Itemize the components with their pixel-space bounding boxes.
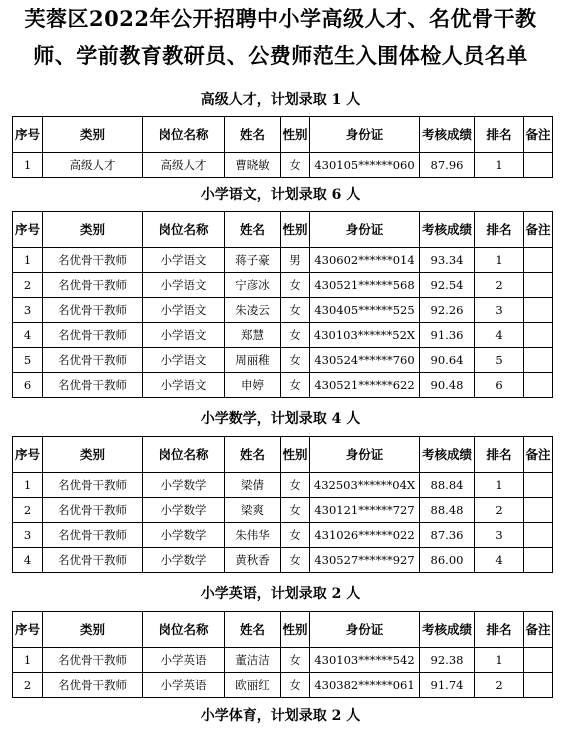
gender-cell: 女 — [281, 673, 310, 698]
id-number-cell: 430121******727 — [310, 498, 420, 523]
position-cell: 小学数学 — [143, 473, 225, 498]
rank-header: 排名 — [475, 212, 524, 248]
name-header: 姓名 — [225, 117, 281, 153]
section-title: 小学英语，计划录取 2 人 — [200, 586, 361, 602]
name-cell: 周丽稚 — [225, 348, 281, 373]
gender-cell: 男 — [281, 248, 310, 273]
gender-cell: 女 — [281, 648, 310, 673]
rank-cell: 5 — [475, 348, 524, 373]
category-cell: 名优骨干教师 — [43, 298, 143, 323]
name-cell: 梁倩 — [225, 473, 281, 498]
category-cell: 名优骨干教师 — [43, 373, 143, 398]
gender-header: 性别 — [281, 612, 310, 648]
note-cell — [524, 298, 553, 323]
id-number-cell: 430521******568 — [310, 273, 420, 298]
score-header: 考核成绩 — [420, 437, 475, 473]
note-cell — [524, 673, 553, 698]
seq-cell: 4 — [13, 548, 43, 573]
candidate-table — [12, 211, 553, 398]
seq-cell: 3 — [13, 523, 43, 548]
note-header: 备注 — [524, 117, 553, 153]
position-cell: 小学数学 — [143, 548, 225, 573]
gender-cell: 女 — [281, 153, 310, 178]
score-header: 考核成绩 — [420, 117, 475, 153]
table-header-row — [13, 612, 553, 648]
table-row — [13, 298, 553, 323]
note-cell — [524, 648, 553, 673]
note-cell — [524, 153, 553, 178]
rank-cell: 2 — [475, 673, 524, 698]
category-header: 类别 — [43, 212, 143, 248]
score-cell: 91.74 — [420, 673, 475, 698]
position-cell: 小学语文 — [143, 273, 225, 298]
position-cell: 小学语文 — [143, 323, 225, 348]
table-row — [13, 648, 553, 673]
name-cell: 朱伟华 — [225, 523, 281, 548]
score-cell: 88.84 — [420, 473, 475, 498]
note-header: 备注 — [524, 612, 553, 648]
seq-header: 序号 — [13, 437, 43, 473]
position-header: 岗位名称 — [143, 437, 225, 473]
id-number-cell: 432503******04X — [310, 473, 420, 498]
table-row — [13, 273, 553, 298]
rank-cell: 1 — [475, 248, 524, 273]
candidate-table — [12, 116, 553, 178]
gender-cell: 女 — [281, 348, 310, 373]
score-cell: 87.96 — [420, 153, 475, 178]
id-number-cell: 430405******525 — [310, 298, 420, 323]
category-cell: 名优骨干教师 — [43, 248, 143, 273]
position-header: 岗位名称 — [143, 117, 225, 153]
seq-cell: 4 — [13, 323, 43, 348]
category-cell: 名优骨干教师 — [43, 523, 143, 548]
note-header: 备注 — [524, 212, 553, 248]
category-header: 类别 — [43, 117, 143, 153]
gender-cell: 女 — [281, 498, 310, 523]
name-cell: 蒋子豪 — [225, 248, 281, 273]
rank-cell: 3 — [475, 523, 524, 548]
score-cell: 90.48 — [420, 373, 475, 398]
note-header: 备注 — [524, 437, 553, 473]
seq-cell: 2 — [13, 498, 43, 523]
id-number-cell: 430103******52X — [310, 323, 420, 348]
name-cell: 朱凌云 — [225, 298, 281, 323]
table-row — [13, 673, 553, 698]
id-number-cell: 430602******014 — [310, 248, 420, 273]
section-title: 小学语文，计划录取 6 人 — [200, 187, 361, 203]
candidate-table — [12, 436, 553, 573]
score-cell: 92.26 — [420, 298, 475, 323]
name-cell: 梁爽 — [225, 498, 281, 523]
rank-cell: 1 — [475, 153, 524, 178]
seq-cell: 2 — [13, 673, 43, 698]
id-number-cell: 430527******927 — [310, 548, 420, 573]
gender-cell: 女 — [281, 323, 310, 348]
table-row — [13, 548, 553, 573]
note-cell — [524, 323, 553, 348]
rank-cell: 4 — [475, 323, 524, 348]
name-cell: 郑慧 — [225, 323, 281, 348]
note-cell — [524, 523, 553, 548]
seq-cell: 6 — [13, 373, 43, 398]
note-cell — [524, 348, 553, 373]
category-cell: 名优骨干教师 — [43, 473, 143, 498]
score-cell: 87.36 — [420, 523, 475, 548]
gender-cell: 女 — [281, 298, 310, 323]
score-cell: 92.54 — [420, 273, 475, 298]
position-cell: 小学英语 — [143, 648, 225, 673]
seq-header: 序号 — [13, 612, 43, 648]
table-row — [13, 473, 553, 498]
id-number-header: 身份证 — [310, 117, 420, 153]
position-cell: 小学数学 — [143, 498, 225, 523]
score-cell: 86.00 — [420, 548, 475, 573]
category-cell: 名优骨干教师 — [43, 273, 143, 298]
seq-header: 序号 — [13, 117, 43, 153]
rank-header: 排名 — [475, 437, 524, 473]
score-header: 考核成绩 — [420, 212, 475, 248]
document-title-line-2: 师、学前教育教研员、公费师范生入围体检人员名单 — [33, 43, 528, 68]
category-cell: 名优骨干教师 — [43, 348, 143, 373]
category-header: 类别 — [43, 437, 143, 473]
table-row — [13, 153, 553, 178]
section-title: 高级人才，计划录取 1 人 — [200, 92, 361, 108]
rank-cell: 3 — [475, 298, 524, 323]
category-cell: 名优骨干教师 — [43, 648, 143, 673]
score-cell: 88.48 — [420, 498, 475, 523]
gender-header: 性别 — [281, 437, 310, 473]
score-cell: 90.64 — [420, 348, 475, 373]
id-number-cell: 430524******760 — [310, 348, 420, 373]
document-title-line-1: 芙蓉区2022年公开招聘中小学高级人才、名优骨干教 — [24, 6, 537, 31]
name-cell: 董洁洁 — [225, 648, 281, 673]
table-row — [13, 348, 553, 373]
score-cell: 91.36 — [420, 323, 475, 348]
id-number-cell: 430105******060 — [310, 153, 420, 178]
seq-cell: 3 — [13, 298, 43, 323]
category-cell: 名优骨干教师 — [43, 498, 143, 523]
position-cell: 小学语文 — [143, 248, 225, 273]
name-header: 姓名 — [225, 437, 281, 473]
rank-cell: 1 — [475, 648, 524, 673]
table-row — [13, 323, 553, 348]
score-header: 考核成绩 — [420, 612, 475, 648]
score-cell: 92.38 — [420, 648, 475, 673]
seq-cell: 5 — [13, 348, 43, 373]
rank-cell: 4 — [475, 548, 524, 573]
note-cell — [524, 473, 553, 498]
category-cell: 名优骨干教师 — [43, 673, 143, 698]
note-cell — [524, 273, 553, 298]
name-header: 姓名 — [225, 212, 281, 248]
note-cell — [524, 548, 553, 573]
category-cell: 名优骨干教师 — [43, 323, 143, 348]
name-cell: 申婷 — [225, 373, 281, 398]
seq-cell: 1 — [13, 153, 43, 178]
table-header-row — [13, 212, 553, 248]
rank-cell: 6 — [475, 373, 524, 398]
position-cell: 小学数学 — [143, 523, 225, 548]
table-row — [13, 248, 553, 273]
id-number-cell: 430521******622 — [310, 373, 420, 398]
table-row — [13, 523, 553, 548]
note-cell — [524, 248, 553, 273]
id-number-header: 身份证 — [310, 212, 420, 248]
score-cell: 93.34 — [420, 248, 475, 273]
position-cell: 高级人才 — [143, 153, 225, 178]
position-header: 岗位名称 — [143, 212, 225, 248]
note-cell — [524, 373, 553, 398]
gender-cell: 女 — [281, 373, 310, 398]
gender-cell: 女 — [281, 273, 310, 298]
id-number-cell: 430382******061 — [310, 673, 420, 698]
gender-cell: 女 — [281, 473, 310, 498]
position-cell: 小学语文 — [143, 348, 225, 373]
seq-header: 序号 — [13, 212, 43, 248]
gender-cell: 女 — [281, 548, 310, 573]
candidate-table — [12, 611, 553, 698]
section-title: 小学数学，计划录取 4 人 — [200, 411, 361, 427]
id-number-cell: 431026******022 — [310, 523, 420, 548]
rank-header: 排名 — [475, 117, 524, 153]
note-cell — [524, 498, 553, 523]
name-cell: 曹晓敏 — [225, 153, 281, 178]
seq-cell: 1 — [13, 473, 43, 498]
table-row — [13, 498, 553, 523]
name-header: 姓名 — [225, 612, 281, 648]
rank-header: 排名 — [475, 612, 524, 648]
section-title: 小学体育，计划录取 2 人 — [200, 708, 361, 724]
id-number-header: 身份证 — [310, 437, 420, 473]
table-header-row — [13, 437, 553, 473]
gender-header: 性别 — [281, 212, 310, 248]
rank-cell: 1 — [475, 473, 524, 498]
id-number-cell: 430103******542 — [310, 648, 420, 673]
seq-cell: 1 — [13, 248, 43, 273]
gender-header: 性别 — [281, 117, 310, 153]
position-cell: 小学英语 — [143, 673, 225, 698]
category-cell: 名优骨干教师 — [43, 548, 143, 573]
gender-cell: 女 — [281, 523, 310, 548]
name-cell: 欧丽红 — [225, 673, 281, 698]
rank-cell: 2 — [475, 273, 524, 298]
position-header: 岗位名称 — [143, 612, 225, 648]
id-number-header: 身份证 — [310, 612, 420, 648]
category-header: 类别 — [43, 612, 143, 648]
seq-cell: 2 — [13, 273, 43, 298]
category-cell: 高级人才 — [43, 153, 143, 178]
table-header-row — [13, 117, 553, 153]
name-cell: 黄秋香 — [225, 548, 281, 573]
position-cell: 小学语文 — [143, 373, 225, 398]
rank-cell: 2 — [475, 498, 524, 523]
table-row — [13, 373, 553, 398]
seq-cell: 1 — [13, 648, 43, 673]
name-cell: 宁彦冰 — [225, 273, 281, 298]
position-cell: 小学语文 — [143, 298, 225, 323]
